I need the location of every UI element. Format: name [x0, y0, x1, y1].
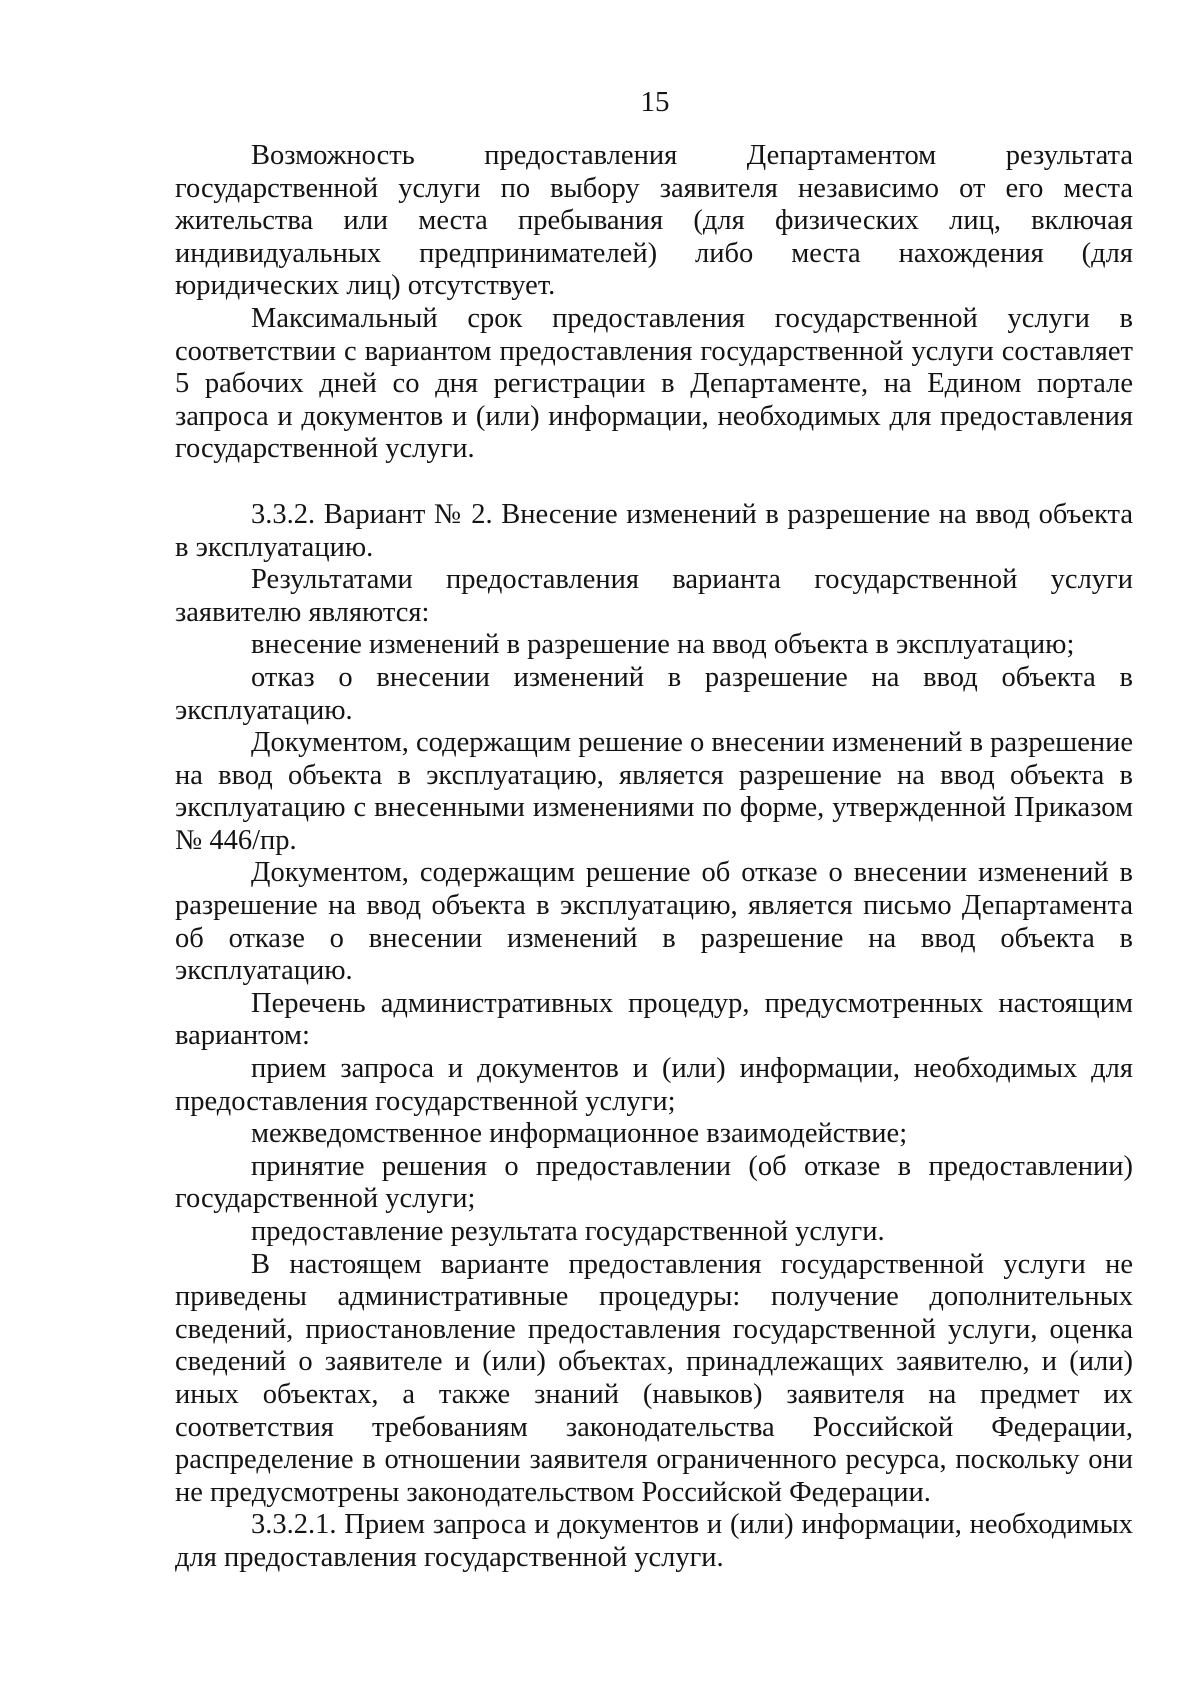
list-item-procedure-intake: прием запроса и документов и (или) информации, необходимых для предоставления государственной услуги; [175, 1053, 1133, 1117]
paragraph-max-term: Максимальный срок предоставления государственной услуги в соответствии с вариантом предоставления государственной услуги составляет 5 рабочих дней со дня регистрации в Департаменте, на Едином портале запроса и документов и (или) информации, необходимых для предоставления государственной услуги. [175, 302, 1133, 465]
list-item-procedure-interagency: межведомственное информационное взаимодействие; [251, 1118, 908, 1150]
paragraph-decision-document: Документом, содержащим решение о внесении изменений в разрешение на ввод объекта в эксплуатацию, является разрешение на ввод объекта в эксплуатацию с внесенными изменениями по форме, утвержденной Приказом № 446/пр. [175, 727, 1133, 856]
paragraph-place-independence: Возможность предоставления Департаментом результата государственной услуги по выбору заявителя независимо от его места жительства или места пребывания (для физических лиц, включая индивидуальных предпринимателей) либо места нахождения (для юридических лиц) отсутствует. [175, 140, 1133, 302]
list-item-procedure-result: предоставление результата государственной услуги. [251, 1216, 885, 1247]
document-body [175, 140, 1133, 1575]
paragraph-refusal-document: Документом, содержащим решение об отказе о внесении изменений в разрешение на ввод объекта в эксплуатацию, является письмо Департамента об отказе о внесении изменений в разрешение на ввод объекта в эксплуатацию. [175, 857, 1133, 987]
list-item-procedure-decision: принятие решения о предоставлении (об отказе в предоставлении) государственной услуги; [175, 1150, 1133, 1215]
list-item-result-refusal: отказ о внесении изменений в разрешение на ввод объекта в эксплуатацию. [175, 661, 1133, 726]
paragraph-procedures-intro: Перечень административных процедур, предусмотренных настоящим вариантом: [175, 987, 1133, 1052]
list-item-result-changes: внесение изменений в разрешение на ввод объекта в эксплуатацию; [251, 629, 1075, 661]
page-number: 15 [640, 86, 670, 118]
section-heading-3-3-2-1: 3.3.2.1. Прием запроса и документов и (или) информации, необходимых для предоставления государственной услуги. [175, 1509, 1133, 1573]
paragraph-omitted-procedures: В настоящем варианте предоставления государственной услуги не приведены административные процедуры: получение дополнительных сведений, приостановление предоставления государственной услуги, оценка сведений о заявителе и (или) объектах, принадлежащих заявителю, и (или) иных объектах, а также знаний (навыков) заявителя на предмет их соответствия требованиям законодательства Российской Федерации, распределение в отношении заявителя ограниченного ресурса, поскольку они не предусмотрены законодательством Российской Федерации. [175, 1248, 1133, 1508]
section-heading-3-3-2: 3.3.2. Вариант № 2. Внесение изменений в разрешение на ввод объекта в эксплуатацию. [175, 498, 1133, 563]
paragraph-results-intro: Результатами предоставления варианта государственной услуги заявителю являются: [175, 564, 1133, 628]
